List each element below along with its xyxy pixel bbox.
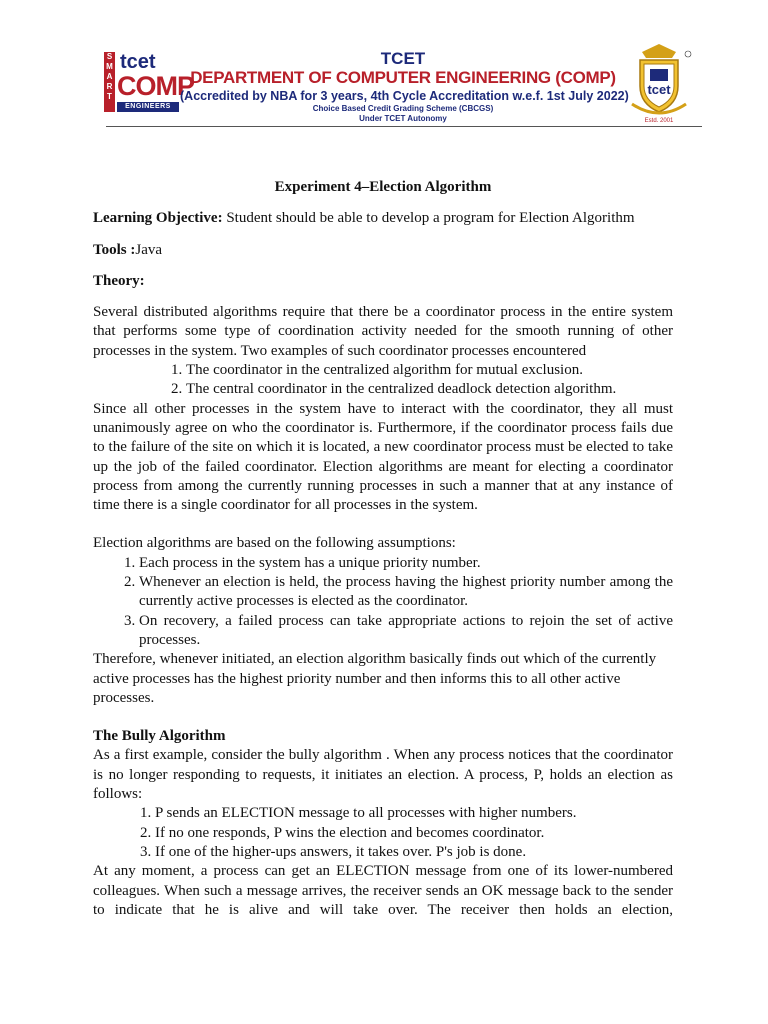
list-item: 2. If no one responds, P wins the election and becomes coordinator. bbox=[140, 824, 545, 841]
autonomy-line: Under TCET Autonomy bbox=[359, 114, 447, 123]
list-item: 3. On recovery, a failed process can take appropriate actions to rejoin the set of active processes. bbox=[139, 612, 673, 651]
letterhead-text bbox=[180, 49, 629, 124]
learning-objective: Learning Objective: Student should be able to develop a program for Election Algorithm bbox=[93, 210, 635, 227]
theory-paragraph-2: Since all other processes in the system have to interact with the coordinator, they all must unanimously agree on who the coordinator is. Furthermore, if the coordinator process fails due to the failure of the site on which it is located, a new coordinator process must be elected to take up the job of the failed coordinator. Election algorithms are meant for electing a coordinator process from among the currently running processes in such a manner that at any instance of time there is a single coordinator for all processes in the system. bbox=[93, 400, 673, 514]
smart-strip: S M A R T bbox=[104, 52, 115, 112]
list-item: 1. P sends an ELECTION message to all processes with higher numbers. bbox=[140, 805, 577, 822]
theory-paragraph-1: Several distributed algorithms require that there be a coordinator process in the entire system that performs some type of coordination activity needed for the smooth running of other processes in the system. Two examples of such coordinator processes encountered bbox=[93, 304, 673, 359]
tcet-comp-logo bbox=[104, 51, 194, 112]
svg-text:tcet: tcet bbox=[647, 82, 671, 97]
svg-text:Estd. 2001: Estd. 2001 bbox=[644, 118, 674, 124]
list-item: 3. If one of the higher-ups answers, it takes over. P's job is done. bbox=[140, 843, 527, 860]
institute-name: TCET bbox=[380, 49, 426, 68]
letterhead bbox=[104, 42, 704, 130]
tcet-crest-logo bbox=[624, 42, 694, 124]
tools-line: Tools :Java bbox=[93, 241, 163, 258]
header-divider bbox=[106, 126, 702, 127]
list-item: 1. The coordinator in the centralized algorithm for mutual exclusion. bbox=[186, 361, 673, 380]
coordinator-examples-list bbox=[93, 361, 673, 400]
bully-intro: As a first example, consider the bully algorithm . When any process notices that the coordinator is no longer responding to requests, it initiates an election. A process, P, holds an election as follows: bbox=[93, 747, 673, 803]
document-body bbox=[93, 178, 673, 920]
bully-paragraph: At any moment, a process can get an ELECTION message from one of its lower-numbered colleagues. When such a message arrives, the receiver sends an OK message back to the sender to indicate that he is alive and will take over. The receiver then holds an election, bbox=[93, 863, 673, 918]
experiment-title: Experiment 4–Election Algorithm bbox=[274, 179, 492, 195]
assumptions-intro: Election algorithms are based on the following assumptions: bbox=[93, 535, 456, 552]
assumptions-list bbox=[93, 554, 673, 650]
logo-comp-text: COMP bbox=[117, 71, 194, 101]
logo-tcet-text: tcet bbox=[120, 51, 156, 73]
list-item: 2. The central coordinator in the centralized deadlock detection algorithm. bbox=[186, 380, 673, 399]
bully-steps-list bbox=[93, 804, 673, 862]
logo-engineers-text: ENGINEERS bbox=[117, 102, 179, 112]
theory-paragraph-3: Therefore, whenever initiated, an election algorithm basically finds out which of the currently active processes has the highest priority number and then informs this to all other active processes. bbox=[93, 651, 657, 706]
accreditation-line: (Accredited by NBA for 3 years, 4th Cycle Accreditation w.e.f. 1st July 2022) bbox=[180, 89, 629, 103]
department-name: DEPARTMENT OF COMPUTER ENGINEERING (COMP) bbox=[190, 68, 616, 87]
list-item: 2. Whenever an election is held, the process having the highest priority number among the currently active processes is elected as the coordinator. bbox=[139, 573, 673, 612]
grading-scheme-line: Choice Based Credit Grading Scheme (CBCGS) bbox=[312, 104, 494, 113]
theory-heading: Theory: bbox=[93, 272, 145, 289]
bully-heading: The Bully Algorithm bbox=[93, 728, 226, 745]
list-item: 1. Each process in the system has a unique priority number. bbox=[139, 554, 673, 573]
